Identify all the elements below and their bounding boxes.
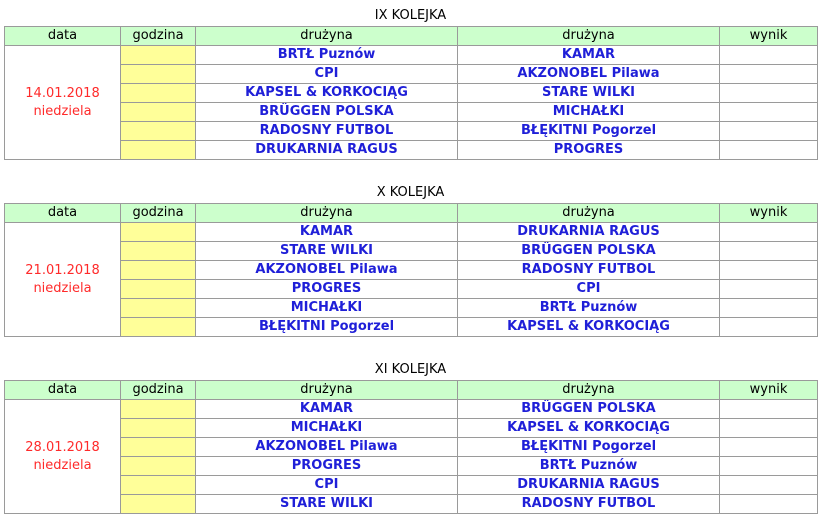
match-row — [5, 495, 818, 514]
match-row — [5, 65, 818, 84]
match-row — [5, 46, 818, 65]
schedule-table — [4, 26, 818, 160]
match-row — [5, 419, 818, 438]
home-team: BRTŁ Puznów — [196, 46, 458, 65]
header-score: wynik — [720, 204, 818, 223]
header-score: wynik — [720, 381, 818, 400]
home-team: BRÜGGEN POLSKA — [196, 103, 458, 122]
round-1 — [4, 183, 817, 337]
away-team: PROGRES — [458, 141, 720, 160]
header-team-home: drużyna — [196, 27, 458, 46]
score-cell — [720, 242, 818, 261]
match-date-cell — [5, 223, 121, 337]
home-team: CPI — [196, 65, 458, 84]
away-team: BŁĘKITNI Pogorzel — [458, 122, 720, 141]
header-date: data — [5, 204, 121, 223]
hour-cell — [121, 46, 196, 65]
match-row — [5, 299, 818, 318]
home-team: RADOSNY FUTBOL — [196, 122, 458, 141]
home-team: PROGRES — [196, 457, 458, 476]
header-team-home: drużyna — [196, 204, 458, 223]
home-team: STARE WILKI — [196, 495, 458, 514]
header-date: data — [5, 381, 121, 400]
score-cell — [720, 400, 818, 419]
hour-cell — [121, 242, 196, 261]
round-title: IX KOLEJKA — [374, 8, 447, 23]
hour-cell — [121, 122, 196, 141]
home-team: CPI — [196, 476, 458, 495]
match-row — [5, 280, 818, 299]
header-team-home: drużyna — [196, 381, 458, 400]
match-date-cell — [5, 400, 121, 514]
score-cell — [720, 476, 818, 495]
score-cell — [720, 299, 818, 318]
score-cell — [720, 495, 818, 514]
score-cell — [720, 457, 818, 476]
away-team: KAPSEL & KORKOCIĄG — [458, 318, 720, 337]
hour-cell — [121, 457, 196, 476]
header-hour: godzina — [121, 27, 196, 46]
score-cell — [720, 46, 818, 65]
header-row — [5, 27, 818, 46]
header-hour: godzina — [121, 204, 196, 223]
home-team: MICHAŁKI — [196, 419, 458, 438]
header-team-away: drużyna — [458, 381, 720, 400]
header-row — [5, 381, 818, 400]
hour-cell — [121, 223, 196, 242]
away-team: BRÜGGEN POLSKA — [458, 400, 720, 419]
away-team: BŁĘKITNI Pogorzel — [458, 438, 720, 457]
match-day: niedziela — [33, 103, 92, 119]
hour-cell — [121, 495, 196, 514]
match-row — [5, 103, 818, 122]
home-team: KAMAR — [196, 400, 458, 419]
hour-cell — [121, 438, 196, 457]
away-team: AKZONOBEL Pilawa — [458, 65, 720, 84]
round-2 — [4, 360, 817, 514]
home-team: MICHAŁKI — [196, 299, 458, 318]
away-team: MICHAŁKI — [458, 103, 720, 122]
away-team: BRTŁ Puznów — [458, 457, 720, 476]
home-team: BŁĘKITNI Pogorzel — [196, 318, 458, 337]
hour-cell — [121, 261, 196, 280]
home-team: PROGRES — [196, 280, 458, 299]
match-row — [5, 84, 818, 103]
home-team: KAMAR — [196, 223, 458, 242]
match-date: 21.01.2018 — [25, 262, 100, 278]
score-cell — [720, 103, 818, 122]
away-team: CPI — [458, 280, 720, 299]
score-cell — [720, 419, 818, 438]
home-team: STARE WILKI — [196, 242, 458, 261]
match-row — [5, 476, 818, 495]
hour-cell — [121, 299, 196, 318]
match-row — [5, 457, 818, 476]
header-team-away: drużyna — [458, 204, 720, 223]
schedule-table — [4, 380, 818, 514]
hour-cell — [121, 476, 196, 495]
match-row — [5, 122, 818, 141]
home-team: DRUKARNIA RAGUS — [196, 141, 458, 160]
match-row — [5, 223, 818, 242]
match-day: niedziela — [33, 457, 92, 473]
match-row — [5, 242, 818, 261]
away-team: DRUKARNIA RAGUS — [458, 223, 720, 242]
round-title: X KOLEJKA — [376, 185, 445, 200]
score-cell — [720, 438, 818, 457]
score-cell — [720, 141, 818, 160]
score-cell — [720, 280, 818, 299]
match-day: niedziela — [33, 280, 92, 296]
home-team: AKZONOBEL Pilawa — [196, 438, 458, 457]
match-date: 14.01.2018 — [25, 85, 100, 101]
round-0 — [4, 6, 817, 160]
score-cell — [720, 223, 818, 242]
away-team: DRUKARNIA RAGUS — [458, 476, 720, 495]
home-team: KAPSEL & KORKOCIĄG — [196, 84, 458, 103]
away-team: BRÜGGEN POLSKA — [458, 242, 720, 261]
header-score: wynik — [720, 27, 818, 46]
hour-cell — [121, 65, 196, 84]
home-team: AKZONOBEL Pilawa — [196, 261, 458, 280]
match-row — [5, 261, 818, 280]
away-team: BRTŁ Puznów — [458, 299, 720, 318]
score-cell — [720, 318, 818, 337]
hour-cell — [121, 84, 196, 103]
round-title: XI KOLEJKA — [374, 362, 447, 377]
header-hour: godzina — [121, 381, 196, 400]
match-date: 28.01.2018 — [25, 439, 100, 455]
header-team-away: drużyna — [458, 27, 720, 46]
score-cell — [720, 261, 818, 280]
match-row — [5, 318, 818, 337]
schedule-table — [4, 203, 818, 337]
hour-cell — [121, 280, 196, 299]
away-team: RADOSNY FUTBOL — [458, 495, 720, 514]
score-cell — [720, 65, 818, 84]
hour-cell — [121, 141, 196, 160]
header-date: data — [5, 27, 121, 46]
hour-cell — [121, 419, 196, 438]
match-date-cell — [5, 46, 121, 160]
match-row — [5, 141, 818, 160]
score-cell — [720, 84, 818, 103]
hour-cell — [121, 400, 196, 419]
away-team: RADOSNY FUTBOL — [458, 261, 720, 280]
away-team: KAPSEL & KORKOCIĄG — [458, 419, 720, 438]
match-row — [5, 438, 818, 457]
away-team: KAMAR — [458, 46, 720, 65]
hour-cell — [121, 103, 196, 122]
score-cell — [720, 122, 818, 141]
header-row — [5, 204, 818, 223]
match-row — [5, 400, 818, 419]
away-team: STARE WILKI — [458, 84, 720, 103]
hour-cell — [121, 318, 196, 337]
